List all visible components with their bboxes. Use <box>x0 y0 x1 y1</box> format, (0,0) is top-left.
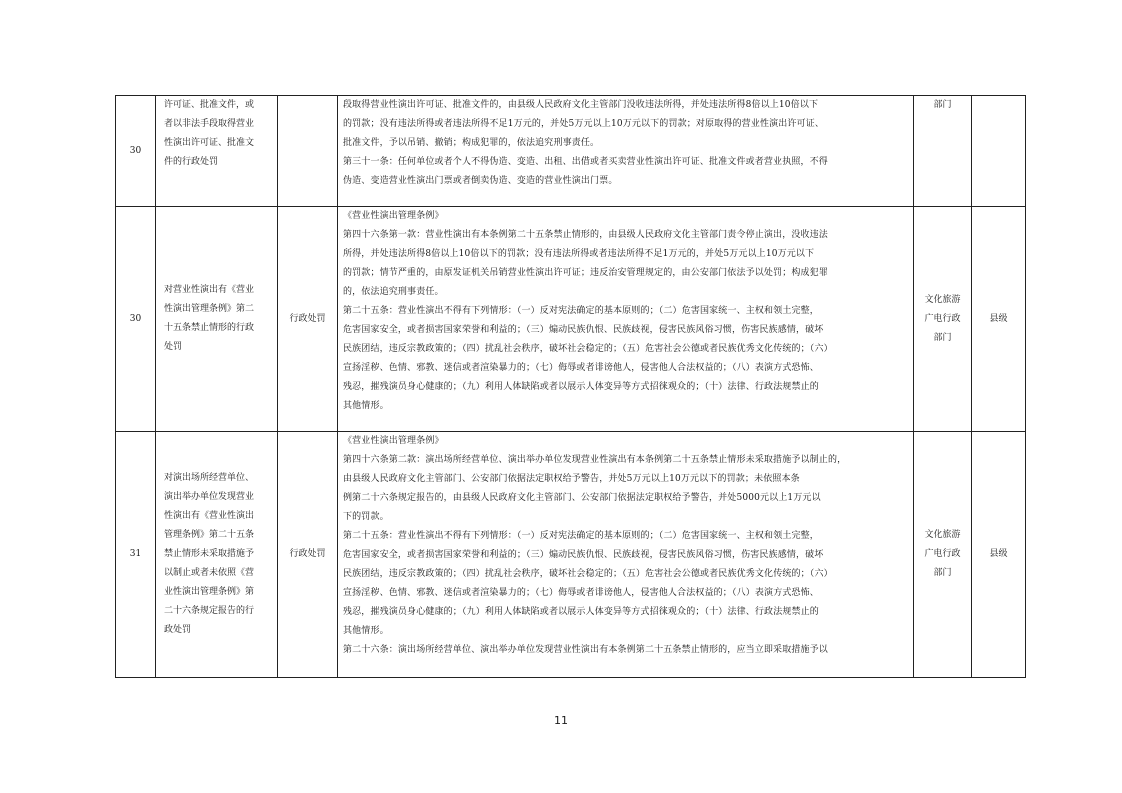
legal-basis-line: 第二十五条：营业性演出不得有下列情形：（一）反对宪法确定的基本原则的；（二）危害国家统一、主权和领土完整， <box>343 531 819 541</box>
item-name-line: 者以非法手段取得营业 <box>164 119 255 129</box>
item-name-line: 演出举办单位发现营业 <box>164 492 255 502</box>
legal-basis <box>338 432 914 678</box>
item-name <box>156 432 278 678</box>
legal-basis-line: 宣扬淫秽、色情、邪教、迷信或者渲染暴力的；（七）侮辱或者诽谤他人，侵害他人合法权益的；（八）表演方式恐怖、 <box>343 588 819 598</box>
item-name-line: 性演出有《营业性演出 <box>164 511 255 521</box>
department-line: 广电行政 <box>924 549 961 559</box>
item-name-line: 以制止或者未依照《营 <box>164 568 255 578</box>
legal-basis-line: 的，依法追究刑事责任。 <box>343 287 444 297</box>
legal-basis-line: 《营业性演出管理条例》 <box>343 211 444 221</box>
item-name-line: 管理条例》第二十五条 <box>164 530 255 540</box>
item-name <box>156 96 278 207</box>
legal-basis-line: 批准文件，予以吊销、撤销；构成犯罪的，依法追究刑事责任。 <box>343 138 600 148</box>
department-line: 部门 <box>933 332 952 343</box>
legal-basis-line: 下的罚款。 <box>343 512 389 522</box>
legal-basis-line: 例第二十六条规定报告的，由县级人民政府文化主管部门、公安部门依据法定职权给予警告，并处5000元以上1万元以 <box>343 493 821 503</box>
legal-basis-line: 危害国家安全，或者损害国家荣誉和利益的；（三）煽动民族仇恨、民族歧视，侵害民族风俗习惯，伤害民族感情，破坏 <box>343 325 824 335</box>
page-number: 11 <box>554 714 568 727</box>
item-name-line: 政处罚 <box>164 625 192 635</box>
item-name <box>156 207 278 432</box>
legal-basis-line: 所得，并处违法所得8倍以上10倍以下的罚款；没有违法所得或者违法所得不足1万元的，并处5万元以上10万元以下 <box>343 249 815 259</box>
table-row <box>116 207 1026 432</box>
penalty-table <box>115 95 1026 678</box>
responsible-department <box>914 432 972 678</box>
legal-basis-line: 第二十六条：演出场所经营单位、演出举办单位发现营业性演出有本条例第二十五条禁止情形的，应当立即采取措施予以 <box>343 645 828 655</box>
item-name-line: 对营业性演出有《营业 <box>164 285 255 295</box>
item-category: 行政处罚 <box>278 432 338 678</box>
legal-basis <box>338 207 914 432</box>
item-name-line: 对演出场所经营单位、 <box>164 473 255 483</box>
item-name-line: 禁止情形未采取措施予 <box>164 549 255 559</box>
row-number: 31 <box>116 432 156 678</box>
legal-basis-line: 残忍，摧残演员身心健康的；（九）利用人体缺陷或者以展示人体变异等方式招徕观众的；（十）法律、行政法规禁止的 <box>343 607 819 617</box>
legal-basis-line: 伪造、变造营业性演出门票或者倒卖伪造、变造的营业性演出门票。 <box>343 176 618 186</box>
row-number: 30 <box>116 96 156 207</box>
legal-basis-line: 民族团结，违反宗教政策的；（四）扰乱社会秩序，破坏社会稳定的；（五）危害社会公德或者民族优秀文化传统的；（六） <box>343 344 833 354</box>
item-name-line: 业性演出管理条例》第 <box>164 587 255 597</box>
department-line: 文化旅游 <box>924 294 961 305</box>
responsible-department <box>914 207 972 432</box>
department-line: 文化旅游 <box>924 530 961 540</box>
legal-basis-line: 其他情形。 <box>343 401 389 411</box>
legal-basis-line: 的罚款；没有违法所得或者违法所得不足1万元的，并处5万元以上10万元以下的罚款；对原取得的营业性演出许可证、 <box>343 119 825 129</box>
legal-basis-line: 第四十六条第一款：营业性演出有本条例第二十五条禁止情形的，由县级人民政府文化主管部门责令停止演出，没收违法 <box>343 230 828 240</box>
table-row <box>116 96 1026 207</box>
legal-basis-line: 由县级人民政府文化主管部门、公安部门依据法定职权给予警告，并处5万元以上10万元以下的罚款；未依照本条 <box>343 474 800 484</box>
item-category: 行政处罚 <box>278 207 338 432</box>
row-number: 30 <box>116 207 156 432</box>
legal-basis-line: 第二十五条：营业性演出不得有下列情形：（一）反对宪法确定的基本原则的；（二）危害国家统一、主权和领土完整， <box>343 306 819 316</box>
item-name-line: 许可证、批准文件，或 <box>164 100 255 110</box>
legal-basis-line: 第三十一条：任何单位或者个人不得伪造、变造、出租、出借或者买卖营业性演出许可证、批准文件或者营业执照，不得 <box>343 157 828 167</box>
item-name-line: 处罚 <box>164 342 183 352</box>
legal-basis-line: 危害国家安全，或者损害国家荣誉和利益的；（三）煽动民族仇恨、民族歧视，侵害民族风俗习惯，伤害民族感情，破坏 <box>343 550 824 560</box>
legal-basis-line: 的罚款；情节严重的，由原发证机关吊销营业性演出许可证；违反治安管理规定的，由公安部门依法予以处罚；构成犯罪 <box>343 268 828 278</box>
legal-basis-line: 宣扬淫秽、色情、邪教、迷信或者渲染暴力的；（七）侮辱或者诽谤他人，侵害他人合法权益的；（八）表演方式恐怖、 <box>343 363 819 373</box>
department-line: 广电行政 <box>924 313 961 324</box>
legal-basis-line: 其他情形。 <box>343 626 389 636</box>
item-name-line: 性演出管理条例》第二 <box>164 304 255 314</box>
department-line: 部门 <box>933 100 952 110</box>
legal-basis-line: 段取得营业性演出许可证、批准文件的，由县级人民政府文化主管部门没收违法所得，并处违法所得8倍以上10倍以下 <box>343 100 819 110</box>
legal-basis-line: 民族团结，违反宗教政策的；（四）扰乱社会秩序，破坏社会稳定的；（五）危害社会公德或者民族优秀文化传统的；（六） <box>343 569 833 579</box>
item-category <box>278 96 338 207</box>
jurisdiction-level <box>972 96 1026 207</box>
item-name-line: 性演出许可证、批准文 <box>164 138 255 148</box>
legal-basis-line: 残忍，摧残演员身心健康的；（九）利用人体缺陷或者以展示人体变异等方式招徕观众的；（十）法律、行政法规禁止的 <box>343 382 819 392</box>
jurisdiction-level: 县级 <box>972 207 1026 432</box>
responsible-department <box>914 96 972 207</box>
item-name-line: 件的行政处罚 <box>164 157 219 167</box>
legal-basis-line: 《营业性演出管理条例》 <box>343 436 444 446</box>
item-name-line: 十五条禁止情形的行政 <box>164 323 255 333</box>
legal-basis-line: 第四十六条第二款：演出场所经营单位、演出举办单位发现营业性演出有本条例第二十五条禁止情形未采取措施予以制止的， <box>343 455 847 465</box>
item-name-line: 二十六条规定报告的行 <box>164 606 255 616</box>
jurisdiction-level: 县级 <box>972 432 1026 678</box>
legal-basis <box>338 96 914 207</box>
table-row <box>116 432 1026 678</box>
department-line: 部门 <box>933 568 952 578</box>
